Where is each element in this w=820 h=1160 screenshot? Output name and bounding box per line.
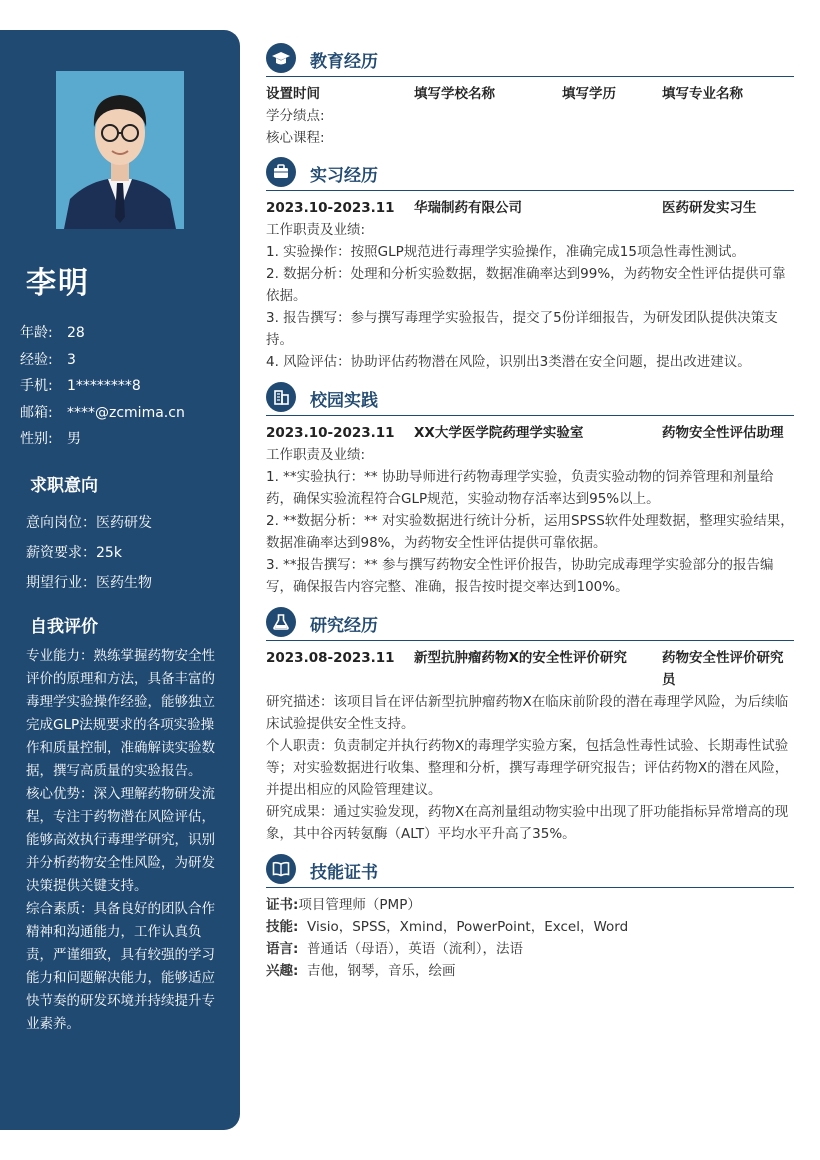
hobby-line	[266, 960, 794, 982]
campus-time: 2023.10-2023.11	[266, 425, 395, 441]
email-row	[20, 400, 185, 427]
education-school: 填写学校名称	[414, 86, 495, 102]
gender-label: 性别:	[20, 431, 53, 447]
language-line	[266, 938, 794, 960]
eval-paragraph: 综合素质：具备良好的团队合作精神和沟通能力，工作认真负责，严谨细致，具有较强的学习能力和问题解决能力，能够适应快节奏的研发环境并持续提升专业素养。	[26, 901, 215, 1032]
section-header	[266, 604, 794, 641]
skill-line	[266, 916, 794, 938]
detail-line: 1. **实验执行：** 协助导师进行药物毒理学实验，负责实验动物的饲养管理和剂量给药，确保实验流程符合GLP规范，实验动物存活率达到95%以上。	[266, 469, 774, 507]
cert-value: 项目管理师（PMP）	[298, 897, 421, 913]
briefcase-icon	[266, 157, 296, 187]
internship-time: 2023.10-2023.11	[266, 200, 395, 216]
intent-industry: 期望行业：医药生物	[26, 575, 152, 591]
internship-company: 华瑞制药有限公司	[414, 200, 522, 216]
education-section	[266, 40, 794, 149]
skill-label: 技能:	[266, 919, 299, 935]
research-project: 新型抗肿瘤药物X的安全性评价研究	[414, 650, 627, 666]
gender-value: 男	[67, 431, 81, 447]
building-icon	[266, 382, 296, 412]
research-time: 2023.08-2023.11	[266, 650, 395, 666]
detail-line: 研究成果：通过实验发现，药物X在高剂量组动物实验中出现了肝功能指标异常增高的现象，其中谷丙转氨酶（ALT）平均水平升高了35%。	[266, 804, 789, 842]
research-details	[266, 691, 794, 845]
section-title: 研究经历	[310, 616, 378, 636]
detail-line: 2. 数据分析：处理和分析实验数据，数据准确率达到99%，为药物安全性评估提供可靠依据。	[266, 266, 786, 304]
skills-section	[266, 851, 794, 982]
research-entry	[266, 647, 794, 691]
profile-photo	[56, 71, 184, 229]
campus-details	[266, 444, 794, 598]
language-value: 普通话（母语），英语（流利），法语	[307, 941, 523, 957]
detail-line: 工作职责及业绩:	[266, 222, 366, 238]
gender-row	[20, 426, 185, 453]
age-label: 年龄:	[20, 325, 53, 341]
campus-role: 药物安全性评估助理	[662, 425, 784, 441]
phone-label: 手机:	[20, 378, 53, 394]
cert-label: 证书:	[266, 897, 299, 913]
phone-row	[20, 373, 185, 400]
detail-line: 个人职责：负责制定并执行药物X的毒理学实验方案，包括急性毒性试验、长期毒性试验等；对实验数据进行收集、整理和分析，撰写毒理学研究报告；评估药物X的潜在风险，并提出相应的风险管理建议。	[266, 738, 789, 798]
internship-section	[266, 154, 794, 373]
detail-line: 2. **数据分析：** 对实验数据进行统计分析，运用SPSS软件处理数据，整理实验结果，数据准确率达到98%，为药物安全性评估提供可靠依据。	[266, 513, 794, 551]
intent-position: 意向岗位：医药研发	[26, 515, 152, 531]
section-title: 实习经历	[310, 166, 378, 186]
email-label: 邮箱:	[20, 404, 53, 421]
section-header	[266, 154, 794, 191]
main-content	[266, 40, 794, 982]
age-value: 28	[67, 325, 85, 341]
research-section	[266, 604, 794, 845]
phone-value: 1********8	[67, 378, 141, 394]
skills-details	[266, 894, 794, 982]
self-evaluation	[26, 645, 218, 1036]
education-details	[266, 105, 794, 149]
gpa-line: 学分绩点:	[266, 108, 325, 124]
internship-role: 医药研发实习生	[662, 200, 757, 216]
education-degree: 填写学历	[562, 86, 616, 102]
basic-info	[20, 320, 185, 453]
skill-value: Visio，SPSS，Xmind，PowerPoint，Excel，Word	[307, 919, 629, 935]
eval-paragraph: 专业能力：熟练掌握药物安全性评价的原理和方法，具备丰富的毒理学实验操作经验，能够独立完成GLP法规要求的各项实验操作和质量控制，准确解读实验数据，撰写高质量的实验报告。	[26, 648, 215, 779]
intent-title: 求职意向	[30, 476, 98, 496]
internship-entry	[266, 197, 794, 219]
hobby-label: 兴趣:	[266, 963, 299, 979]
education-major: 填写专业名称	[662, 86, 743, 102]
research-role: 药物安全性评价研究员	[662, 650, 784, 688]
campus-organization: XX大学医学院药理学实验室	[414, 425, 584, 441]
section-header	[266, 379, 794, 416]
campus-section	[266, 379, 794, 598]
graduation-cap-icon	[266, 43, 296, 73]
section-header	[266, 40, 794, 77]
detail-line: 3. **报告撰写：** 参与撰写药物安全性评价报告，协助完成毒理学实验部分的报告编写，确保报告内容完整、准确，报告按时提交率达到100%。	[266, 557, 774, 595]
section-title: 校园实践	[310, 391, 378, 411]
cert-line	[266, 894, 794, 916]
detail-line: 1. 实验操作：按照GLP规范进行毒理学实验操作，准确完成15项急性毒性测试。	[266, 244, 745, 260]
book-icon	[266, 854, 296, 884]
experience-row	[20, 347, 185, 374]
courses-line: 核心课程:	[266, 130, 325, 146]
detail-line: 工作职责及业绩:	[266, 447, 366, 463]
candidate-name: 李明	[26, 266, 90, 301]
job-intent	[26, 508, 152, 598]
flask-icon	[266, 607, 296, 637]
self-eval-title: 自我评价	[30, 617, 98, 637]
education-entry	[266, 83, 794, 105]
section-title: 教育经历	[310, 52, 378, 72]
experience-value: 3	[67, 351, 76, 368]
language-label: 语言:	[266, 941, 299, 957]
detail-line: 3. 报告撰写：参与撰写毒理学实验报告，提交了5份详细报告，为研发团队提供决策支持。	[266, 310, 778, 348]
age-row	[20, 320, 185, 347]
section-title: 技能证书	[310, 863, 378, 883]
education-time: 设置时间	[266, 86, 320, 102]
section-header	[266, 851, 794, 888]
sidebar	[0, 30, 240, 1130]
detail-line: 研究描述：该项目旨在评估新型抗肿瘤药物X在临床前阶段的潜在毒理学风险，为后续临床试验提供安全性支持。	[266, 694, 789, 732]
experience-label: 经验:	[20, 351, 53, 368]
eval-paragraph: 核心优势：深入理解药物研发流程，专注于药物潜在风险评估，能够高效执行毒理学研究，识别并分析药物安全性风险，为研发决策提供关键支持。	[26, 786, 215, 894]
campus-entry	[266, 422, 794, 444]
intent-salary: 薪资要求：25k	[26, 545, 122, 561]
internship-details	[266, 219, 794, 373]
detail-line: 4. 风险评估：协助评估药物潜在风险，识别出3类潜在安全问题，提出改进建议。	[266, 354, 751, 370]
hobby-value: 吉他，钢琴，音乐，绘画	[307, 963, 456, 979]
email-value: ****@zcmima.cn	[67, 404, 185, 421]
